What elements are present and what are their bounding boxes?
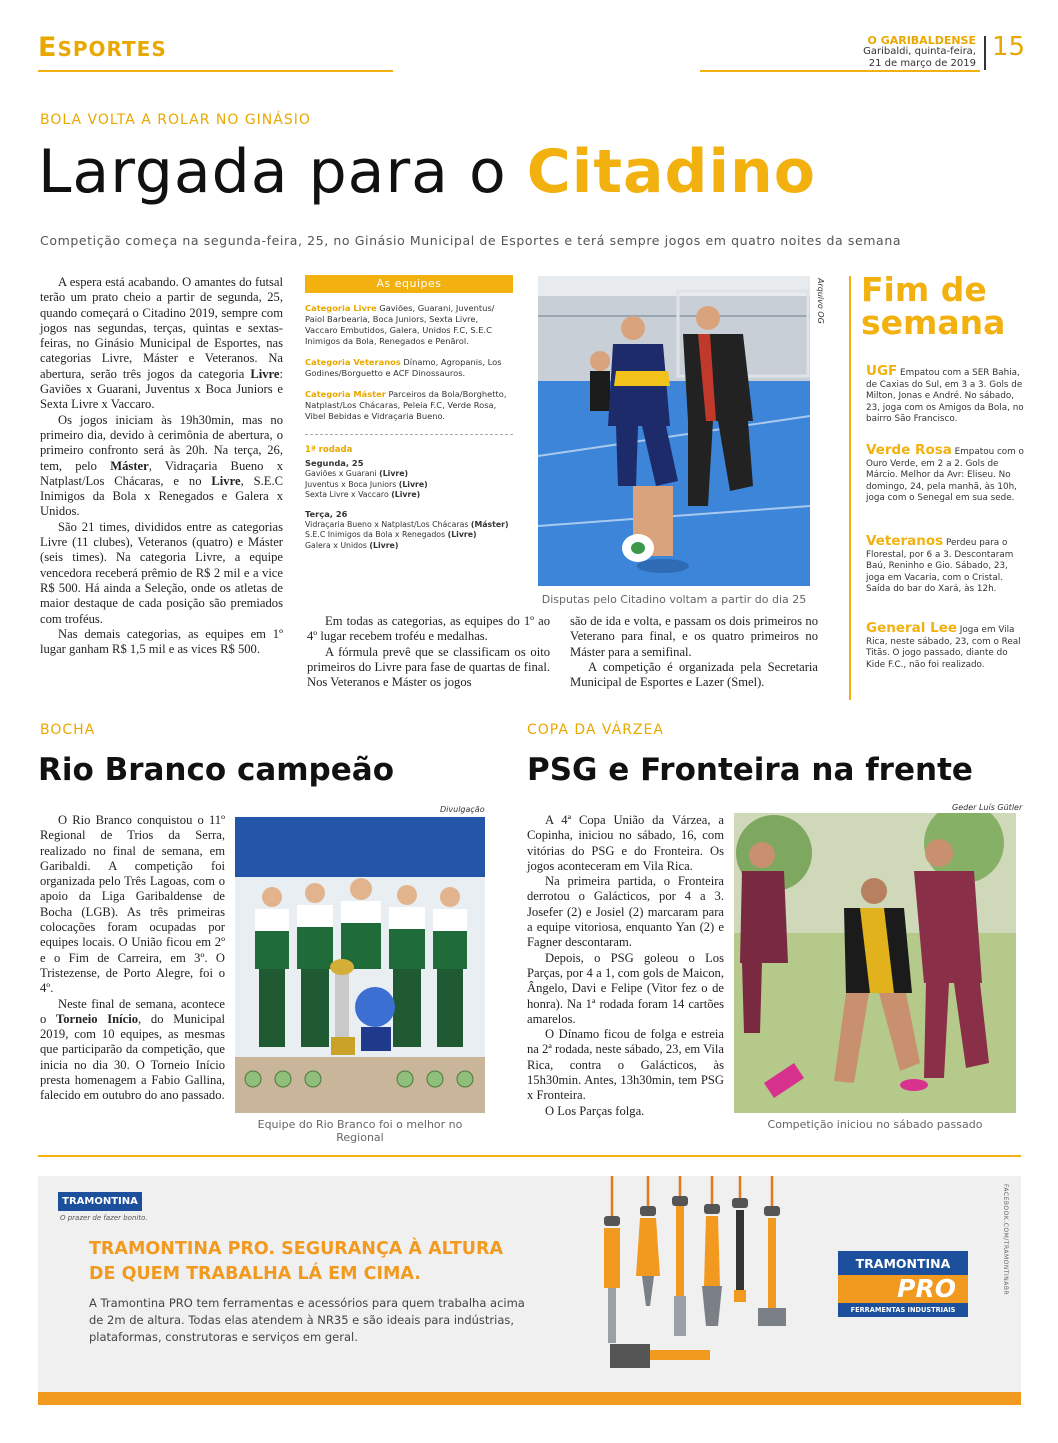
category-livre: [305, 303, 513, 347]
main-paragraph: A competição é organizada pela Secretaria Municipal de Esportes e Lazer (Smel).: [570, 659, 818, 690]
ad-tools-illustration: [590, 1176, 815, 1393]
round-day: Terça, 26: [305, 508, 348, 519]
category-master: [305, 389, 513, 422]
pro-logo-pro: PRO: [838, 1275, 968, 1303]
game-category: (Livre): [391, 490, 421, 499]
futsal-photo-credit: Arquivo OG: [816, 278, 825, 324]
pro-logo-brand: TRAMONTINA: [838, 1251, 968, 1275]
game-category: (Livre): [447, 530, 477, 539]
round-game: [305, 520, 513, 531]
game-category: (Livre): [379, 469, 409, 478]
round-game: [305, 469, 513, 480]
varzea-photo-caption: Competição iniciou no sábado passado: [767, 1118, 983, 1131]
hanging-tools-icon: [590, 1176, 815, 1393]
teams-box-title: As equipes: [305, 275, 513, 293]
main-paragraph: [40, 413, 283, 520]
main-paragraph: são de ida e volta, e passam os dois primeiros no Veterano para final, e os quatro primeiros no Máster para a semifinal.: [570, 614, 818, 659]
text-run: : Gaviões x Guarani, Juventus x Boca Juniors e Sexta Livre x Vaccaro.: [40, 366, 283, 412]
sidebar-title-line1: Fim de: [861, 270, 987, 309]
category-teams: Parceiros da Bola/Borghetto, Natplast/Los Chácaras, Peleia F.C, Verde Rosa, Vibel Bebidas e Vidraçaria Bueno.: [305, 389, 507, 421]
ad-headline: [89, 1237, 559, 1287]
varzea-paragraph: A 4ª Copa União da Várzea, a Copinha, iniciou no sábado, 16, com vitórias do PSG e do Fronteira. Os jogos aconteceram em Vila Rica.: [527, 813, 724, 873]
ad-headline-line1: TRAMONTINA PRO. SEGURANÇA À ALTURA: [89, 1239, 504, 1259]
game-match: Sexta Livre x Vaccaro: [305, 490, 392, 499]
varzea-photo-credit: Geder Luís Gütler: [952, 803, 1023, 812]
section-title: [38, 32, 167, 63]
varzea-kicker: COPA DA VÁRZEA: [527, 722, 664, 738]
section-title-rest: SPORTES: [57, 37, 167, 61]
main-headline: [38, 136, 816, 208]
varzea-paragraph: O Dínamo ficou de folga e estreia na 2ª rodada, neste sábado, 23, em Vila Rica, contra o Galácticos, às 15h30min. Antes, 13h30min, tem PSG x Fronteira.: [527, 1027, 724, 1103]
text-run-bold: Máster: [110, 458, 149, 473]
sidebar-item-team: UGF: [866, 363, 898, 379]
main-article-column-1: [40, 275, 283, 657]
issue-date: [836, 46, 976, 70]
tramontina-pro-logo: [838, 1251, 968, 1319]
round-title: 1ª rodada: [305, 445, 353, 455]
issue-date-line1: Garibaldi, quinta-feira,: [863, 46, 976, 57]
sidebar-item-veteranos: [866, 533, 1026, 596]
bocha-kicker: BOCHA: [40, 722, 96, 738]
category-label: Categoria Veteranos: [305, 357, 401, 367]
varzea-article: [527, 813, 724, 1119]
game-category: (Livre): [369, 540, 399, 550]
game-match: S.E.C Inimigos da Bola x Renegados: [305, 530, 448, 539]
game-category: (Livre): [398, 479, 428, 489]
round-game: [305, 490, 513, 501]
page-number-divider: [984, 36, 986, 70]
text-run-bold: Livre: [211, 473, 241, 488]
sidebar-item-verde-rosa: [866, 442, 1026, 505]
sidebar-item-general-lee: [866, 620, 1026, 671]
sidebar-title: [861, 270, 1006, 342]
page-number: 15: [992, 32, 1026, 62]
bocha-photo-caption: Equipe do Rio Branco foi o melhor no Regional: [257, 1118, 463, 1144]
futsal-photo-caption: Disputas pelo Citadino voltam a partir do dia 25: [541, 593, 807, 606]
category-teams: Dínamo, Agropanis, Los Godines/Borguetto e ACF Dinossauros.: [305, 357, 502, 378]
game-match: Galera x Unidos: [305, 540, 370, 550]
ad-top-rule: [38, 1155, 1021, 1157]
game-match: Vidraçaria Bueno x Natplast/Los Chácaras: [305, 519, 471, 529]
main-paragraph: São 21 times, divididos entre as categorias Livre (11 clubes), Veteranos (quatro) e Máster (seis times). Na categoria Livre, a equipe vencedora receberá prêmio de R$ 2 mil e a vice R$ 500. Há ainda a Seleção, onde os atletas de maior destaque de cada posição são premiados com troféus.: [40, 519, 283, 626]
sidebar-item-text: Empatou com a SER Bahia, de Caxias do Sul, em 3 a 3. Gols de Milton, Jonas e André. No sábado, 23, joga com os Amigos da Bola, no bairro São Francisco.: [866, 368, 1024, 425]
futsal-photo-illustration: [538, 276, 810, 586]
main-paragraph: A fórmula prevê que se classificam os oito primeiros do Livre para fase de quartas de final. Nos Veteranos e Máster os jogos: [307, 644, 550, 690]
round-game: [305, 530, 513, 541]
varzea-paragraph: Na primeira partida, o Fronteira derrotou o Galácticos, por 4 a 3. Josefer (2) e Josiel (2) marcaram para a equipe vitoriosa, enquanto Yan (2) e Fagner descontaram.: [527, 874, 724, 950]
sidebar-item-text: Empatou com o Ouro Verde, em 2 a 2. Gols de Márcio. Melhor da Avr: Eliseu. No domingo, 24, pela manhã, às 10h, joga com o Senegal em sua sede.: [866, 447, 1024, 504]
tramontina-slogan: O prazer de fazer bonito.: [60, 1214, 148, 1222]
category-label: Categoria Livre: [305, 303, 377, 313]
pro-logo-subtitle: FERRAMENTAS INDUSTRIAIS: [838, 1303, 968, 1317]
main-paragraph: [40, 275, 283, 413]
game-match: Gaviões x Guarani: [305, 469, 380, 478]
futsal-photo: [538, 276, 810, 586]
game-category: (Máster): [470, 519, 509, 529]
main-article-column-2: [307, 614, 550, 690]
newspaper-name: O GARIBALDENSE: [867, 34, 976, 47]
sidebar-item-team: Verde Rosa: [866, 442, 952, 458]
text-run: Neste final de semana, acontece o: [40, 996, 225, 1026]
main-subhead: Competição começa na segunda-feira, 25, no Ginásio Municipal de Esportes e terá sempre jogos em quatro noites da semana: [40, 233, 902, 248]
main-headline-plain: Largada para o: [38, 137, 527, 207]
bocha-team-photo: [235, 817, 485, 1113]
ad-facebook-link[interactable]: FACEBOOK.COM/TRAMONTINABR: [1002, 1184, 1009, 1296]
round-day: Segunda, 25: [305, 458, 364, 468]
varzea-paragraph: O Los Parças folga.: [545, 1103, 645, 1118]
main-kicker: BOLA VOLTA A ROLAR NO GINÁSIO: [40, 112, 311, 128]
text-run: A espera está acabando. O amantes do futsal terão um prato cheio a partir de segunda, 25, quando começará o Citadino 2019, sempre com jogos nas segundas, terças, quintas e sextas-feiras, no Ginásio Municipal de Esportes, nas categorias Livre, Máster e Veteranos. Na abertura, serão três jogos da categoria: [40, 275, 283, 381]
sidebar-item-team: Veteranos: [866, 533, 944, 549]
sidebar-title-line2: semana: [861, 303, 1006, 342]
ad-headline-line2: DE QUEM TRABALHA LÁ EM CIMA.: [89, 1264, 421, 1284]
bocha-photo-illustration: [235, 817, 485, 1113]
sidebar-item-ugf: [866, 363, 1026, 426]
text-run-bold: Livre: [250, 366, 280, 381]
text-run-bold: Torneio Início: [56, 1011, 139, 1026]
varzea-paragraph: Depois, o PSG goleou o Los Parças, por 4 a 1, com gols de Maicon, Ângelo, Davi e Felipe (Vitor fez o de honra). Na 1ª rodada foram 14 cartões amarelos.: [527, 950, 724, 1026]
header-rule-left: [38, 70, 393, 72]
section-title-initial: E: [38, 32, 58, 63]
category-veteranos: [305, 357, 513, 379]
main-headline-highlight: Citadino: [526, 137, 816, 207]
bocha-paragraph: [40, 997, 225, 1104]
varzea-match-photo: [734, 813, 1016, 1113]
category-label: Categoria Máster: [305, 389, 386, 399]
game-match: Juventus x Boca Juniors: [305, 479, 399, 489]
category-teams: Gaviões, Guarani, Juventus/ Paiol Barbearia, Boca Juniors, Sexta Livre, Vaccaro Embutidos, Galera, Unidos F.C, S.E.C Inimigos da Bola, Renegados e Penãrol.: [305, 303, 495, 346]
ad-body: A Tramontina PRO tem ferramentas e acessórios para quem trabalha acima de 2m de altura. Todas elas atendem à NR35 e são ideais para indústrias, plataformas, construtoras e serviços em geral.: [89, 1296, 525, 1344]
varzea-headline: PSG e Fronteira na frente: [527, 752, 973, 788]
issue-date-line2: 21 de março de 2019: [868, 58, 976, 69]
sidebar-item-text: Perdeu para o Florestal, por 6 a 3. Descontaram Baú, Reninho e Gio. Sábado, 23, joga em Vacaria, com o Cristal. Saída do bar do Xará, às 12h.: [866, 538, 1014, 595]
teams-box-divider: [305, 434, 513, 435]
varzea-photo-illustration: [734, 813, 1016, 1113]
sidebar-item-team: General Lee: [866, 620, 958, 636]
text-run: , S.E.C Inimigos da Bola x Renegados e Galera x Unidos.: [40, 473, 283, 519]
teams-box: [305, 275, 513, 595]
bocha-photo-credit: Divulgação: [440, 805, 485, 814]
text-run: , do Municipal 2019, com 10 equipes, as mesmas que participarão da competição, que inicia no dia 30. O Torneio Início presta homenagem a Fabio Gallina, falecido em outubro do ano passado.: [40, 1011, 225, 1103]
bocha-article: [40, 813, 225, 1104]
bocha-headline: Rio Branco campeão: [38, 752, 394, 788]
round-game: [305, 480, 513, 491]
main-article-column-3: [570, 614, 818, 690]
tramontina-logo: TRAMONTINA: [58, 1192, 142, 1211]
round-game: [305, 541, 513, 552]
text-run: Os jogos iniciam às 19h30min, mas no primeiro dia, devido à cerimônia de abertura, o primeiro confronto será às 20h. Na terça, 26, tem, pelo: [40, 412, 283, 473]
round-schedule: [305, 445, 513, 551]
sidebar-item-text: Joga em Vila Rica, neste sábado, 23, com o Real Titãs. O jogo passado, diante do Kide F.C., não foi realizado.: [866, 625, 1021, 670]
main-paragraph: Nas demais categorias, as equipes em 1º lugar ganham R$ 1,5 mil e as vices R$ 500.: [40, 626, 283, 657]
main-paragraph: Em todas as categorias, as equipes do 1º ao 4º lugar recebem troféu e medalhas.: [307, 614, 550, 644]
sidebar-rule: [849, 276, 851, 700]
ad-bottom-bar: [38, 1392, 1021, 1405]
bocha-paragraph: O Rio Branco conquistou o 11º Regional de Trios da Serra, realizado no final de semana, em Garibaldi. A competição foi organizada pelo Três Lagoas, com o apoio da Liga Garibaldense de Bocha (LGB). As três primeiras colocações foram ocupadas por equipes locais. O União ficou em 2º e o Fim de Carreira, em 3º. O Tristezense, de Porto Alegre, foi o 4º.: [40, 813, 225, 996]
text-run: , Vidraçaria Bueno x Natplast/Los Chácaras, e no: [40, 458, 283, 488]
header-rule-right: [700, 70, 980, 72]
